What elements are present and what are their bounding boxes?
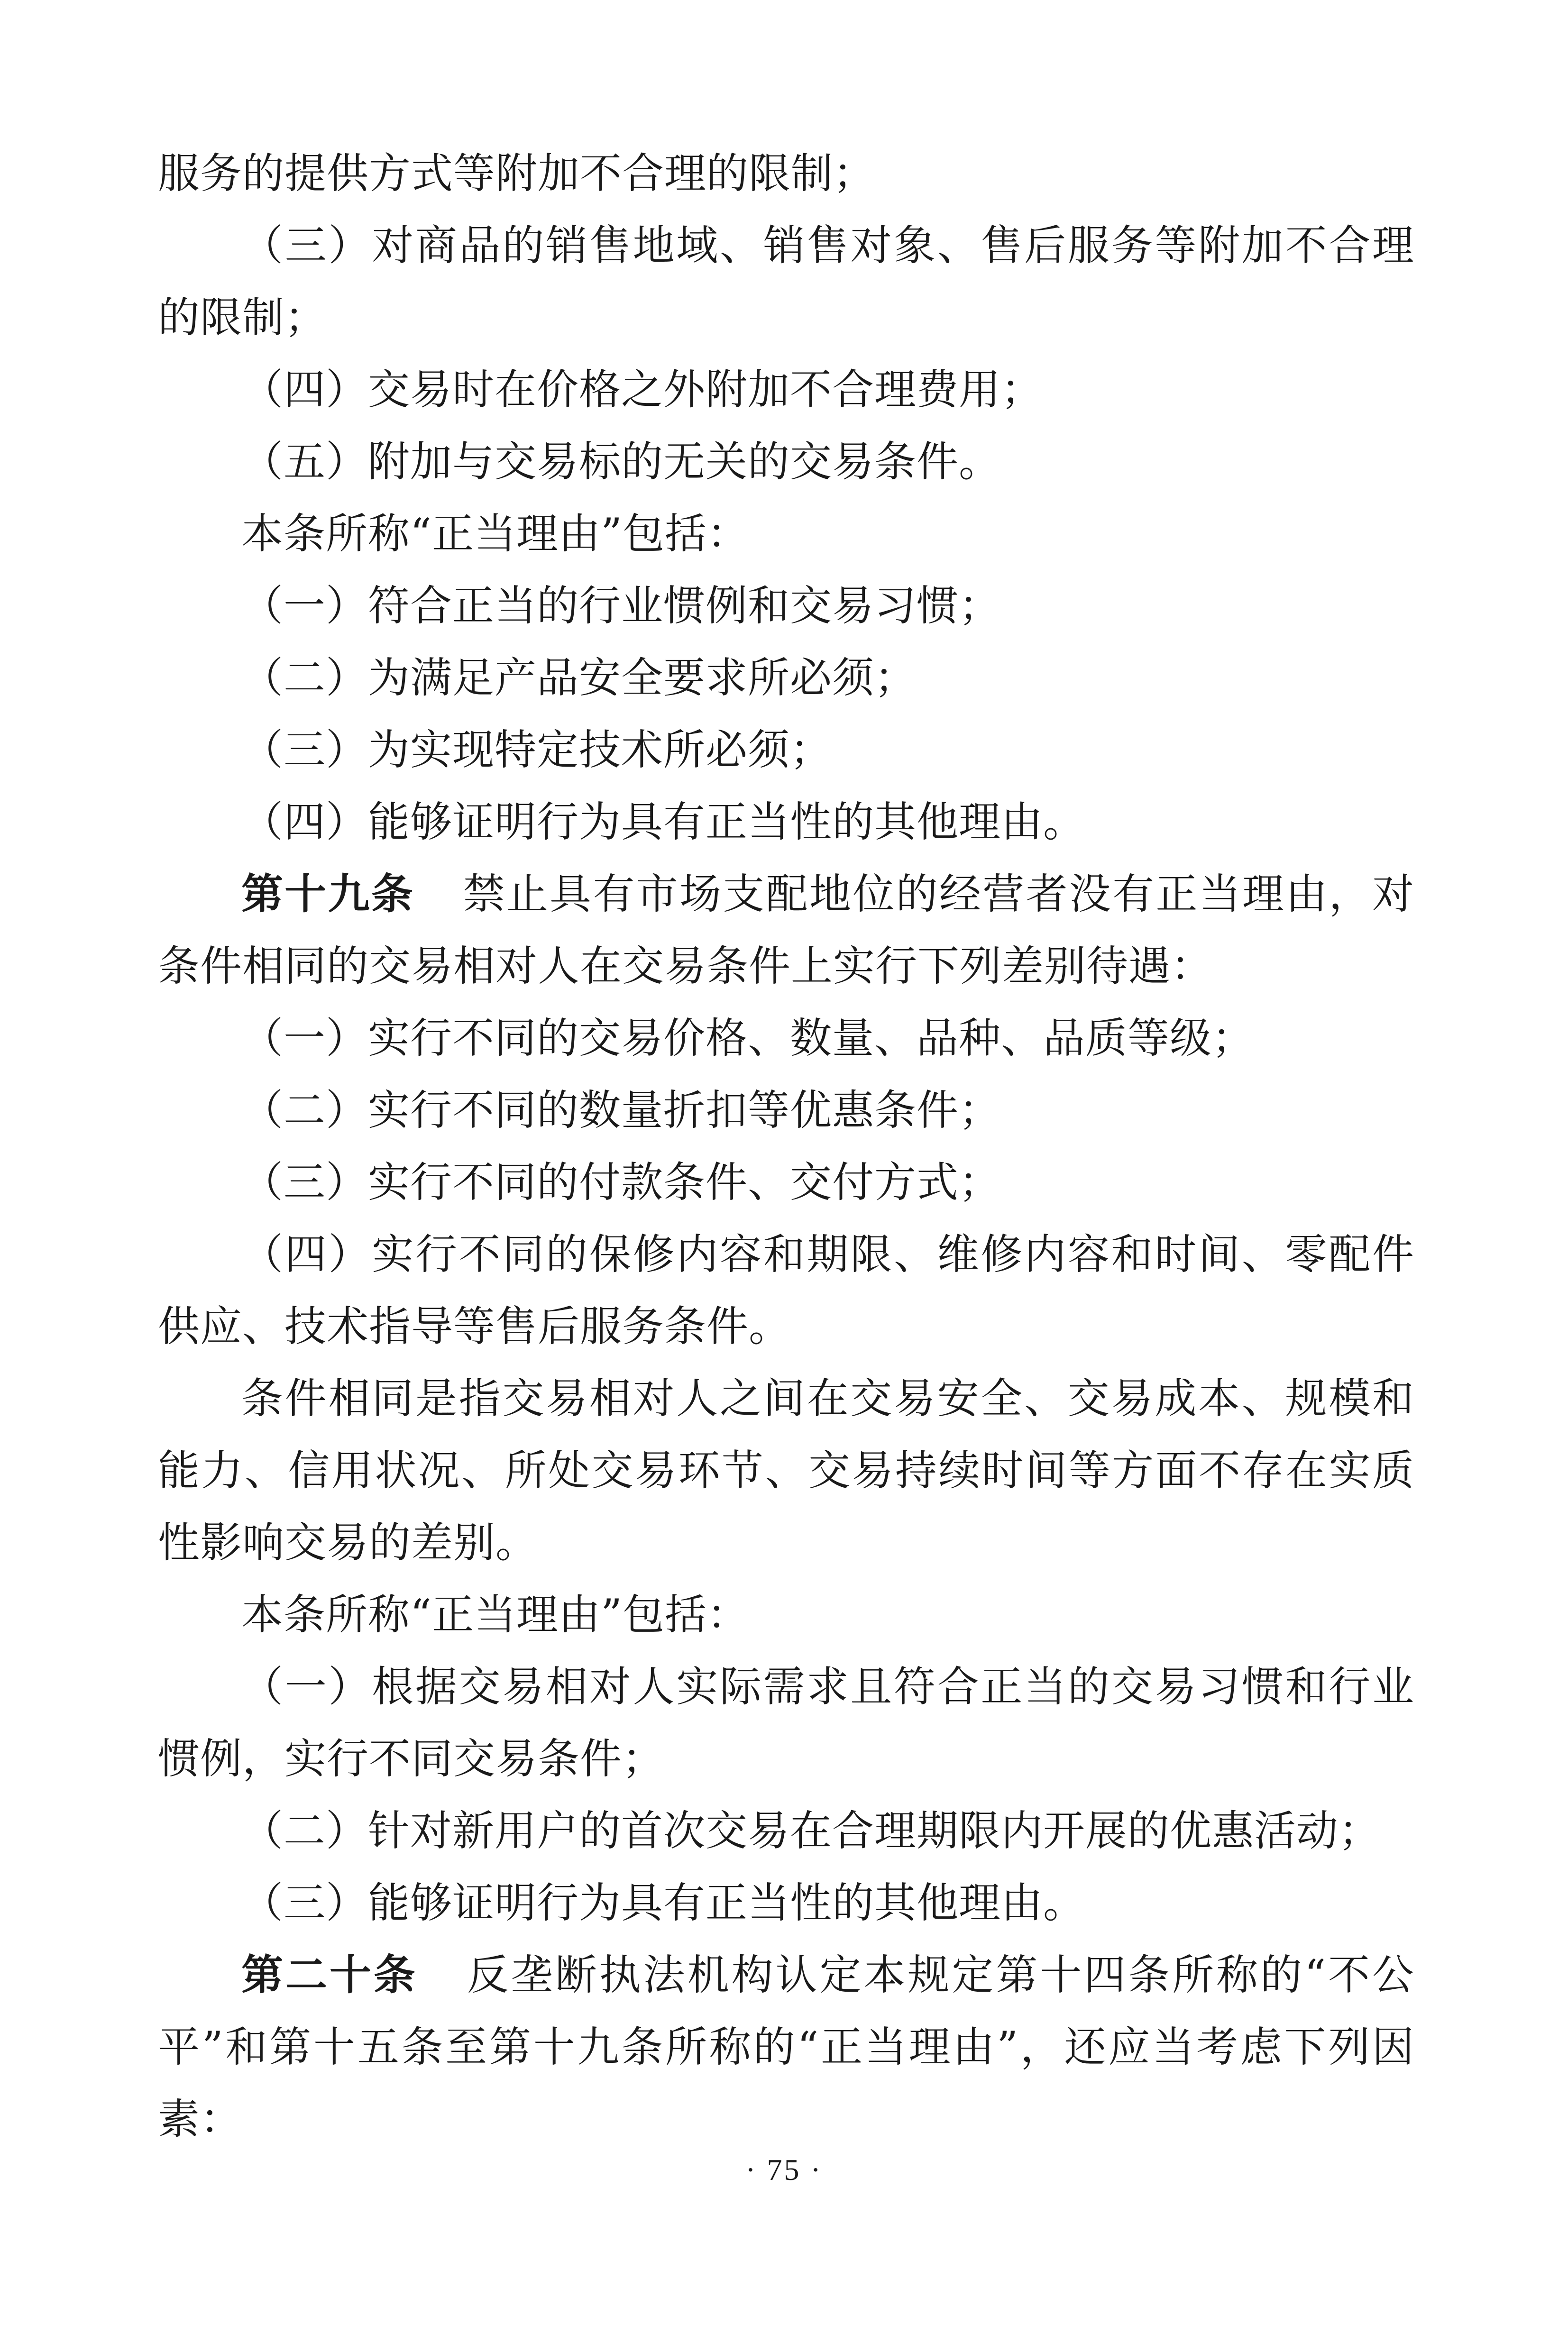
- paragraph-continuation: [158, 137, 1414, 210]
- paragraph-text: （四）能够证明行为具有正当性的其他理由。: [241, 797, 1086, 846]
- list-item: [158, 1867, 1414, 1939]
- list-item: [158, 426, 1414, 498]
- paragraph-text: （二）针对新用户的首次交易在合理期限内开展的优惠活动；: [241, 1806, 1381, 1855]
- list-item: [158, 354, 1414, 426]
- paragraph-text: （四）实行不同的保修内容和期限、维修内容和时间、零配件供应、技术指导等售后服务条件。: [158, 1230, 1414, 1351]
- paragraph: [158, 498, 1414, 570]
- paragraph-text: 条件相同是指交易相对人之间在交易安全、交易成本、规模和能力、信用状况、所处交易环节、交易持续时间等方面不存在实质性影响交易的差别。: [158, 1374, 1414, 1567]
- list-item: [158, 1002, 1414, 1074]
- paragraph-text: （三）能够证明行为具有正当性的其他理由。: [241, 1878, 1086, 1927]
- paragraph-text: （五）附加与交易标的无关的交易条件。: [241, 437, 1001, 486]
- paragraph-text: 反垄断执法机构认定本规定第十四条所称的“不公平”和第十五条至第十九条所称的“正当理由”，还应当考虑下列因素：: [158, 1950, 1414, 2143]
- paragraph-text: （三）实行不同的付款条件、交付方式；: [241, 1158, 1001, 1207]
- body-text: [158, 137, 1414, 2155]
- paragraph-text: （一）符合正当的行业惯例和交易习惯；: [241, 581, 1001, 630]
- paragraph-text: （一）实行不同的交易价格、数量、品种、品质等级；: [241, 1014, 1255, 1062]
- article-paragraph: [158, 858, 1414, 1002]
- paragraph-text: （四）交易时在价格之外附加不合理费用；: [241, 365, 1044, 414]
- article-paragraph: [158, 1939, 1414, 2155]
- paragraph-text: （二）实行不同的数量折扣等优惠条件；: [241, 1086, 1001, 1135]
- paragraph-text: （三）为实现特定技术所必须；: [241, 725, 833, 774]
- paragraph-text: 本条所称“正当理由”包括：: [241, 509, 749, 558]
- list-item: [158, 714, 1414, 786]
- paragraph-text: （二）为满足产品安全要求所必须；: [241, 653, 917, 702]
- paragraph-text: 本条所称“正当理由”包括：: [241, 1590, 749, 1639]
- paragraph-text: 禁止具有市场支配地位的经营者没有正当理由，对条件相同的交易相对人在交易条件上实行下列差别待遇：: [158, 869, 1414, 990]
- paragraph: [158, 1363, 1414, 1579]
- list-item: [158, 210, 1414, 354]
- paragraph-text: 服务的提供方式等附加不合理的限制；: [158, 149, 876, 198]
- paragraph: [158, 1579, 1414, 1651]
- article-heading: 第二十条: [241, 1950, 418, 1999]
- list-item: [158, 786, 1414, 858]
- article-heading: 第十九条: [241, 869, 415, 918]
- list-item: [158, 570, 1414, 642]
- list-item: [158, 642, 1414, 714]
- paragraph-text: （三）对商品的销售地域、销售对象、售后服务等附加不合理的限制；: [158, 221, 1414, 342]
- list-item: [158, 1146, 1414, 1218]
- list-item: [158, 1795, 1414, 1867]
- list-item: [158, 1074, 1414, 1146]
- paragraph-text: （一）根据交易相对人实际需求且符合正当的交易习惯和行业惯例，实行不同交易条件；: [158, 1662, 1414, 1783]
- page-number: · 75 ·: [745, 2153, 823, 2187]
- list-item: [158, 1651, 1414, 1795]
- list-item: [158, 1218, 1414, 1363]
